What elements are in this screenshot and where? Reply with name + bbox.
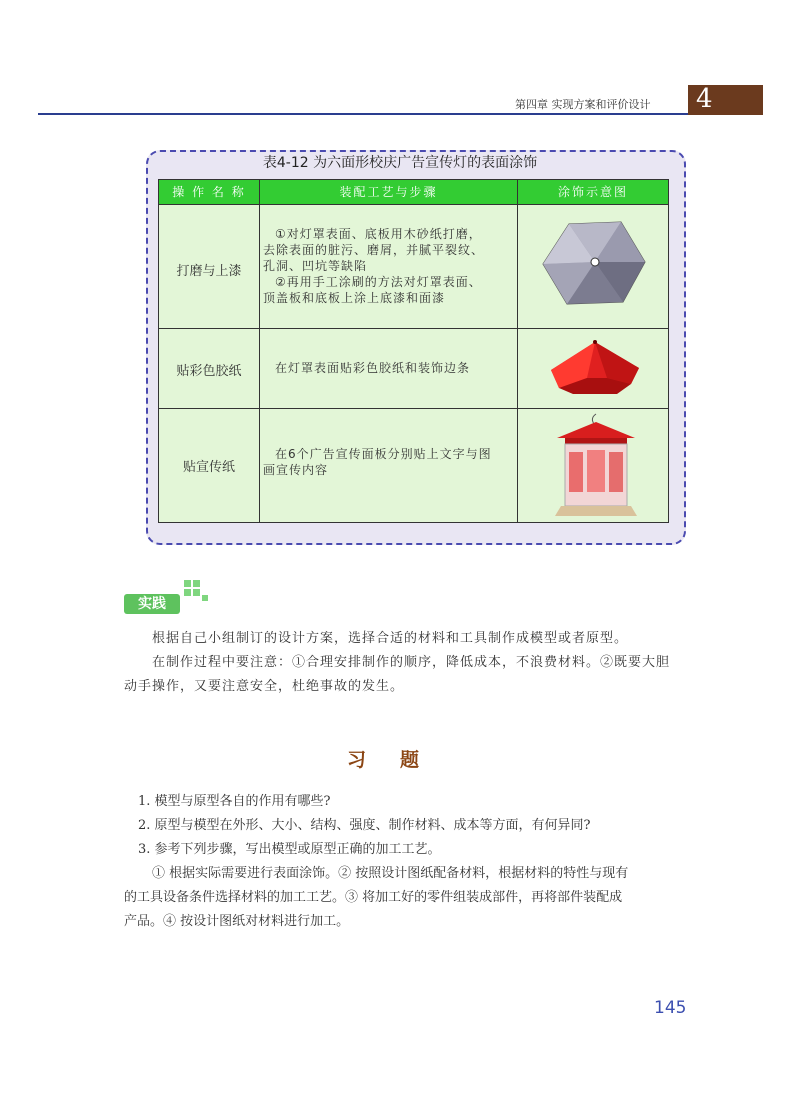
steps-color-paper: 在灯罩表面贴彩色胶纸和装饰边条 bbox=[275, 361, 471, 375]
decor-square bbox=[184, 580, 191, 587]
step-line: 画宣传内容 bbox=[263, 463, 329, 477]
exercise-3-steps-line-1: ① 根据实际需要进行表面涂饰。② 按照设计图纸配备材料，根据材料的特性与现有 bbox=[152, 866, 629, 881]
red-hexagon-lampshade-icon bbox=[547, 338, 643, 398]
column-divider bbox=[517, 180, 518, 522]
decor-square bbox=[184, 589, 191, 596]
step-line: 去除表面的脏污、磨屑，并腻平裂纹、 bbox=[263, 243, 485, 257]
steps-sanding bbox=[263, 226, 513, 306]
header-illustration: 涂饰示意图 bbox=[557, 185, 628, 199]
row-divider bbox=[159, 408, 668, 409]
exercise-3: 3. 参考下列步骤，写出模型或原型正确的加工工艺。 bbox=[138, 842, 441, 857]
practice-line-1: 根据自己小组制订的设计方案，选择合适的材料和工具制作成模型或者原型。 bbox=[152, 631, 629, 646]
exercise-1: 1. 模型与原型各自的作用有哪些? bbox=[138, 794, 331, 809]
row-divider bbox=[159, 328, 668, 329]
operation-poster: 贴宣传纸 bbox=[182, 460, 235, 475]
practice-line-2: 在制作过程中要注意：①合理安排制作的顺序，降低成本，不浪费材料。②既要大胆 bbox=[152, 655, 671, 670]
chapter-title: 第四章 实现方案和评价设计 bbox=[515, 98, 651, 111]
chapter-number: 4 bbox=[696, 84, 713, 114]
exercises-title: 习题 bbox=[346, 749, 453, 771]
table-title: 表4-12 为六面形校庆广告宣传灯的表面涂饰 bbox=[262, 155, 538, 171]
row-divider bbox=[159, 204, 668, 205]
decor-square bbox=[202, 595, 208, 601]
gray-hexagon-lampshade-icon bbox=[539, 218, 649, 308]
operation-sanding: 打磨与上漆 bbox=[176, 264, 242, 279]
header-operation: 操 作 名 称 bbox=[172, 185, 246, 199]
steps-poster bbox=[263, 446, 513, 478]
practice-line-3: 动手操作，又要注意安全，杜绝事故的发生。 bbox=[124, 679, 405, 694]
step-line: 孔洞、凹坑等缺陷 bbox=[263, 259, 368, 273]
decor-square bbox=[193, 580, 200, 587]
practice-tag: 实践 bbox=[124, 594, 180, 614]
step-line: 顶盖板和底板上涂上底漆和面漆 bbox=[263, 291, 446, 305]
column-divider bbox=[259, 180, 260, 522]
coating-table bbox=[158, 179, 669, 523]
header-steps: 装配工艺与步骤 bbox=[339, 185, 438, 199]
header-rule bbox=[38, 113, 690, 115]
exercise-3-steps-line-3: 产品。④ 按设计图纸对材料进行加工。 bbox=[124, 914, 350, 929]
step-line: ①对灯罩表面、底板用木砂纸打磨， bbox=[275, 227, 482, 241]
exercise-2: 2. 原型与模型在外形、大小、结构、强度、制作材料、成本等方面，有何异同? bbox=[138, 818, 591, 833]
table-header-row bbox=[159, 180, 668, 204]
page-number: 145 bbox=[654, 998, 687, 1018]
step-line: ②再用手工涂刷的方法对灯罩表面、 bbox=[275, 275, 482, 289]
exercise-3-steps-line-2: 的工具设备条件选择材料的加工工艺。③ 将加工好的零件组装成部件，再将部件装配成 bbox=[124, 890, 623, 905]
operation-color-paper: 贴彩色胶纸 bbox=[176, 364, 242, 379]
step-line: 在6个广告宣传面板分别贴上文字与图 bbox=[275, 447, 492, 461]
hexagon-lantern-icon bbox=[553, 412, 639, 520]
decor-square bbox=[193, 589, 200, 596]
